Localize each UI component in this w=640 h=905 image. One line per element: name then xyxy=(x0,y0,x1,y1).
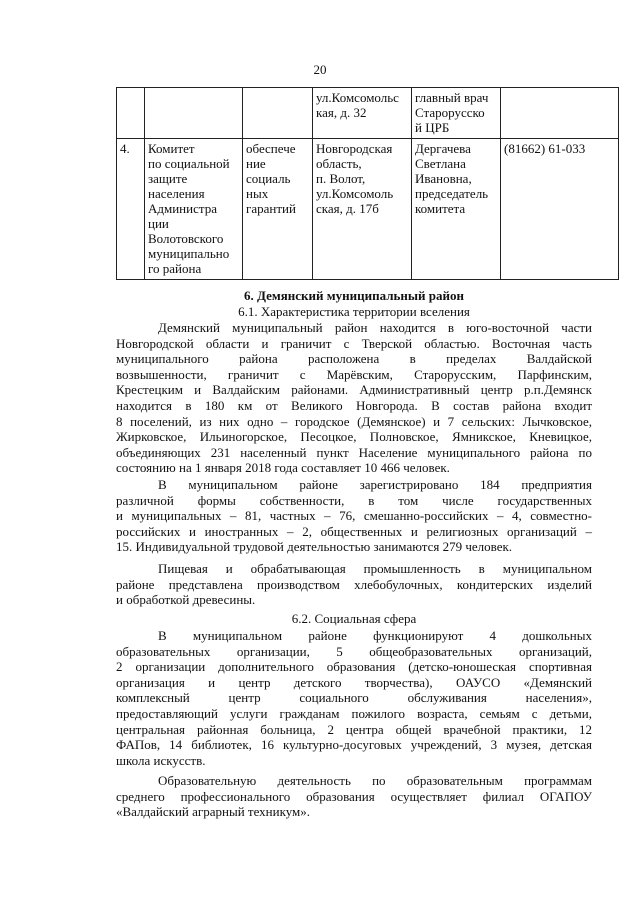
cell-line: муниципально xyxy=(148,246,230,261)
cell-line: по социальной xyxy=(148,156,230,171)
subsection-title-territory: 6.1. Характеристика территории вселения xyxy=(238,304,470,319)
cell-line: ции xyxy=(148,216,169,231)
paragraph-education xyxy=(116,773,592,820)
cell-line: Светлана xyxy=(415,156,466,171)
text-line: районе представлена производством хлебобулочных, кондитерских изделий xyxy=(116,576,592,592)
text-line: российских и иностранных – 2, общественных и религиозных организаций – xyxy=(116,523,592,539)
text-line: Пищевая и обрабатывающая промышленность в муниципальном xyxy=(158,561,592,576)
cell-line: Дергачева xyxy=(415,141,471,156)
table-cell-num xyxy=(117,88,145,139)
paragraph-industry xyxy=(116,561,592,608)
text-line: Образовательную деятельность по образовательным программам xyxy=(158,773,592,788)
text-line: 15. Индивидуальной трудовой деятельностью занимаются 279 человек. xyxy=(116,539,513,555)
paragraph-territory xyxy=(116,320,592,476)
table-cell-function xyxy=(243,139,313,280)
table-cell-name xyxy=(145,139,243,280)
text-line: состоянию на 1 января 2018 года составляет 10 466 человек. xyxy=(116,460,450,476)
cell-text: 4. xyxy=(120,141,130,156)
paragraph-education-block xyxy=(116,773,592,820)
section-title: 6. Демянский муниципальный район xyxy=(244,288,464,303)
cell-line: п. Волот, xyxy=(316,171,366,186)
cell-line: ул.Комсомольс xyxy=(316,90,399,105)
cell-line: ных xyxy=(246,186,269,201)
table-cell-phone xyxy=(501,88,619,139)
cell-line: й ЦРБ xyxy=(415,120,450,135)
cell-line: обеспече xyxy=(246,141,296,156)
cell-line: Новгородская xyxy=(316,141,393,156)
table-cell-head xyxy=(412,88,501,139)
organizations-table-body xyxy=(117,88,619,280)
paragraph-location xyxy=(116,320,592,476)
cell-line: Ивановна, xyxy=(415,171,472,186)
table-row xyxy=(117,88,619,139)
text-line: 8 поселений, из них одно – городское (Демянское) и 7 сельских: Лычковское, xyxy=(116,413,592,429)
cell-line: кая, д. 32 xyxy=(316,105,367,120)
text-line: возвышенности, граничит с Марёвским, Старорусским, Парфинским, xyxy=(116,366,592,382)
table-row xyxy=(117,139,619,280)
text-line: Жирковское, Ильиногорское, Песоцкое, Полновское, Ямникское, Кневицкое, xyxy=(116,429,592,445)
table-cell-function xyxy=(243,88,313,139)
cell-line: го района xyxy=(148,261,202,276)
text-line: 2 организации дополнительного образования (детско-юношеская спортивная xyxy=(116,659,592,675)
text-line: и муниципальных – 81, частных – 76, смешанно-российских – 4, совместно- xyxy=(116,508,592,524)
cell-line: ул.Комсомоль xyxy=(316,186,394,201)
table-cell-phone xyxy=(501,139,619,280)
text-line: муниципального района расположена в пределах Валдайской xyxy=(116,351,592,367)
cell-line: Старорусско xyxy=(415,105,485,120)
cell-line: главный врач xyxy=(415,90,489,105)
text-line: различной формы собственности, в том числе государственных xyxy=(116,492,592,508)
cell-line: Комитет xyxy=(148,141,195,156)
text-line: находится в 180 км от Великого Новгорода. В состав района входит xyxy=(116,397,592,413)
page-number: 20 xyxy=(313,62,327,77)
table-cell-head xyxy=(412,139,501,280)
table-cell-address xyxy=(313,139,412,280)
paragraph-social-block xyxy=(116,628,592,768)
table-cell-num xyxy=(117,139,145,280)
cell-line: Волотовского xyxy=(148,231,224,246)
paragraph-enterprises-block xyxy=(116,477,592,555)
table-cell-name xyxy=(145,88,243,139)
text-line: среднего профессионального образования осуществляет филиал ОГАПОУ xyxy=(116,788,592,804)
cell-line: населения xyxy=(148,186,205,201)
cell-line: гарантий xyxy=(246,201,296,216)
table-cell-address xyxy=(313,88,412,139)
text-line: образовательных организации, 5 общеобразовательных организаций, xyxy=(116,643,592,659)
paragraph-industry-block xyxy=(116,561,592,608)
cell-line: социаль xyxy=(246,171,291,186)
text-line: Крестецким и Валдайским районами. Административный центр р.п.Демянск xyxy=(116,382,592,398)
text-line: Демянский муниципальный район находится в юго-восточной части xyxy=(158,320,592,335)
subsection-title-social: 6.2. Социальная сфера xyxy=(291,611,417,626)
text-line: ФАПов, 14 библиотек, 16 культурно-досуговых учреждений, 3 музея, детская xyxy=(116,737,592,753)
text-line: центральная районная больница, 2 центра общей врачебной практики, 12 xyxy=(116,721,592,737)
cell-line: Администра xyxy=(148,201,217,216)
text-line: В муниципальном районе зарегистрировано 184 предприятия xyxy=(158,477,592,492)
organizations-table xyxy=(116,87,619,280)
cell-line: область, xyxy=(316,156,362,171)
text-line: В муниципальном районе функционируют 4 дошкольных xyxy=(158,628,592,643)
text-line: организация и центр детского творчества), ОАУСО «Демянский xyxy=(116,674,592,690)
cell-text: (81662) 61-033 xyxy=(504,141,586,156)
paragraph-social xyxy=(116,628,592,768)
cell-line: ние xyxy=(246,156,266,171)
text-line: объединяющих 231 населенный пункт Население муниципального района по xyxy=(116,444,592,460)
text-line: Новгородской области и граничит с Тверской областью. Восточная часть xyxy=(116,335,592,351)
cell-line: защите xyxy=(148,171,188,186)
cell-line: ская, д. 17б xyxy=(316,201,379,216)
text-line: школа искусств. xyxy=(116,752,206,768)
cell-line: комитета xyxy=(415,201,466,216)
cell-line: председатель xyxy=(415,186,489,201)
text-line: предоставляющий услуги гражданам пожилого возраста, семьям с детьми, xyxy=(116,705,592,721)
text-line: комплексный центр социального обслуживания населения», xyxy=(116,690,592,706)
paragraph-enterprises xyxy=(116,477,592,555)
text-line: «Валдайский аграрный техникум». xyxy=(116,804,311,820)
text-line: и обработкой древесины. xyxy=(116,592,256,608)
